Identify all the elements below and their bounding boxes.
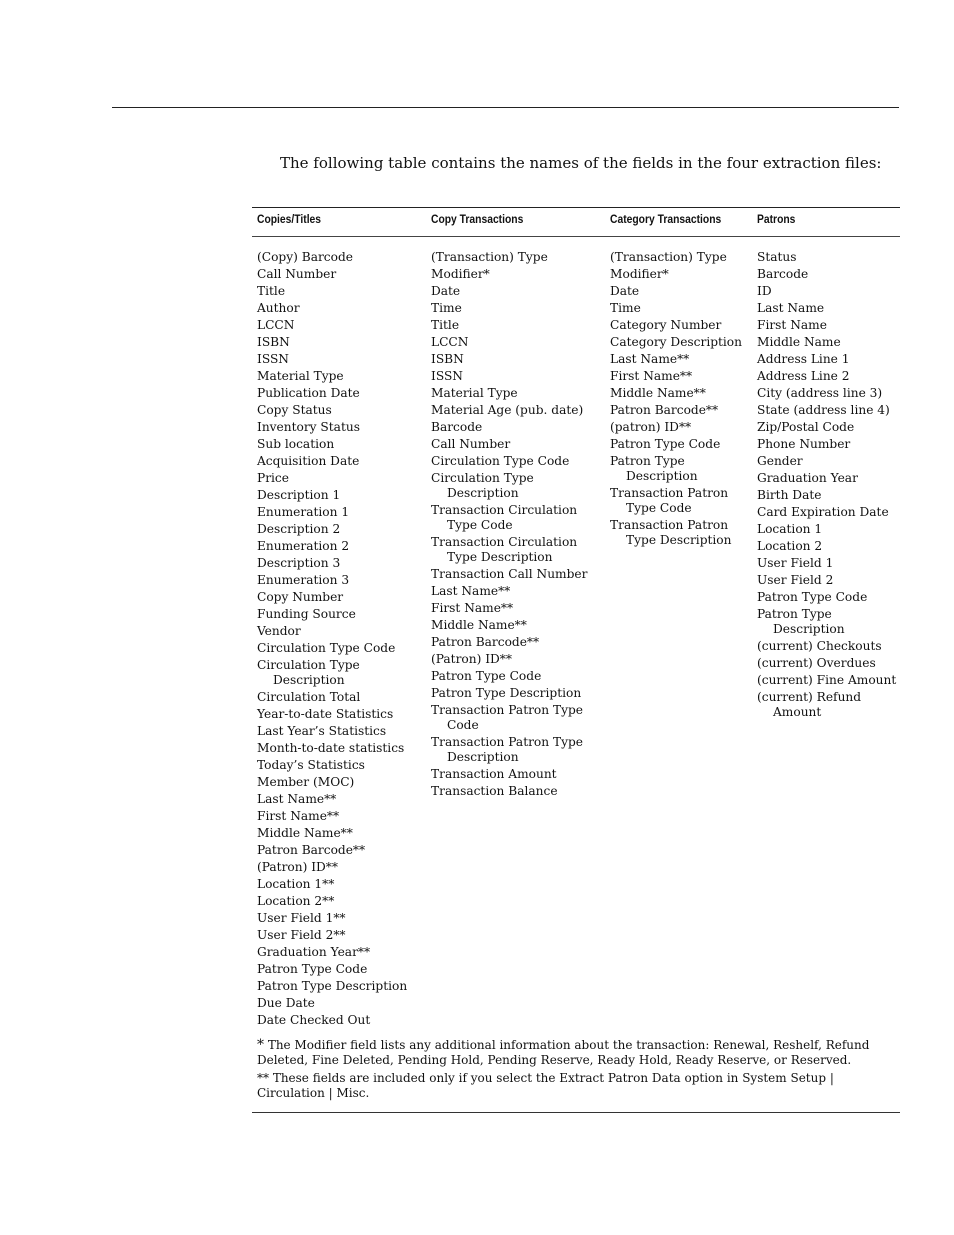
field-name: Copy Status [257,403,332,417]
field-name: Middle Name** [257,826,353,840]
fields-table [252,207,900,1113]
field-name: Location 1 [757,522,823,536]
field-name: Last Year’s Statistics [257,724,387,738]
field-name: Due Date [257,996,315,1010]
field-name: Location 1** [257,877,335,891]
field-name: Category Number [610,318,722,332]
field-name: Material Type [257,369,344,383]
field-name: User Field 2** [257,928,346,942]
field-name: Enumeration 3 [257,573,350,587]
field-name: Circulation Type Code [431,454,570,468]
field-name: Patron Type Description [757,607,845,636]
field-name: Enumeration 1 [257,505,350,519]
column-copy-transactions [431,250,606,801]
field-name: (current) Fine Amount [757,673,897,687]
field-name: Modifier* [431,267,490,281]
footnotes [252,1027,900,1113]
field-name: (current) Checkouts [757,639,882,653]
field-name: Last Name** [431,584,511,598]
field-name: (Transaction) Type [431,250,548,264]
field-name: Patron Type Code [257,962,368,976]
footnote-modifier-text: The Modifier field lists any additional information about the transaction: Renewal, Reshelf, Refund Deleted, Fine Deleted, Pending Hold, Pending Reserve, Ready Hold, Ready Reserve, or Reserved. [257,1038,870,1067]
field-name: Patron Type Description [610,454,698,483]
field-name: Copy Number [257,590,344,604]
field-name: (current) Overdues [757,656,876,670]
field-name: Patron Type Description [431,686,582,700]
field-name: Category Description [610,335,742,349]
header-patrons: Patrons [757,212,796,226]
field-name: Location 2** [257,894,335,908]
field-name: Birth Date [757,488,822,502]
field-name: Title [431,318,460,332]
field-name: Transaction Patron Type Description [431,735,584,764]
field-name: Transaction Amount [431,767,557,781]
field-name: Date [431,284,461,298]
field-name: Transaction Patron Type Code [431,703,584,732]
field-name: Location 2 [757,539,823,553]
field-name: User Field 1** [257,911,346,925]
table-header-row [252,207,900,237]
field-name: Sub location [257,437,335,451]
field-name: Transaction Circulation Type Code [431,503,578,532]
field-name: Address Line 2 [757,369,850,383]
column-copies-titles [257,250,427,1030]
field-name: Member (MOC) [257,775,355,789]
field-name: Phone Number [757,437,851,451]
field-name: Gender [757,454,803,468]
field-name: First Name** [610,369,693,383]
field-name: ISBN [257,335,290,349]
field-name: Modifier* [610,267,669,281]
field-name: Year-to-date Statistics [257,707,394,721]
field-name: User Field 1 [757,556,834,570]
field-name: Patron Barcode** [431,635,540,649]
field-name: Call Number [257,267,337,281]
field-name: Acquisition Date [257,454,360,468]
field-name: (patron) ID** [610,420,692,434]
field-name: Author [257,301,300,315]
field-name: Zip/Postal Code [757,420,855,434]
field-name: Enumeration 2 [257,539,350,553]
field-name: Barcode [757,267,809,281]
field-name: Material Type [431,386,518,400]
field-name: LCCN [257,318,295,332]
column-patrons [757,250,900,722]
header-category-transactions: Category Transactions [610,212,722,226]
field-name: Patron Type Code [610,437,721,451]
field-name: Middle Name [757,335,841,349]
field-name: Date [610,284,640,298]
field-name: First Name** [257,809,340,823]
field-name: Patron Type Code [431,669,542,683]
field-name: Last Name** [257,792,337,806]
field-name: Vendor [257,624,301,638]
field-name: Call Number [431,437,511,451]
field-name: (Transaction) Type [610,250,727,264]
field-name: Circulation Type Code [257,641,396,655]
field-name: Price [257,471,289,485]
field-name: Barcode [431,420,483,434]
top-rule [112,107,899,108]
field-name: (Patron) ID** [431,652,512,666]
header-copy-transactions: Copy Transactions [431,212,524,226]
footnote-patron-data: ** These fields are included only if you select the Extract Patron Data option in System Setup | Circulation | Misc. [257,1071,834,1100]
field-name: LCCN [431,335,469,349]
field-name: Title [257,284,286,298]
field-name: Last Name** [610,352,690,366]
field-name: (current) Refund Amount [757,690,862,719]
field-name: State (address line 4) [757,403,890,417]
field-name: Circulation Total [257,690,361,704]
field-name: Transaction Call Number [431,567,588,581]
footnote-modifier [257,1038,895,1068]
header-copies-titles: Copies/Titles [257,212,322,226]
field-name: Transaction Circulation Type Description [431,535,578,564]
field-name: First Name [757,318,827,332]
field-name: Last Name [757,301,825,315]
field-name: Circulation Type Description [431,471,534,500]
field-name: User Field 2 [757,573,834,587]
column-category-transactions [610,250,753,550]
field-name: Time [610,301,641,315]
field-name: ID [757,284,772,298]
field-name: ISSN [257,352,289,366]
field-name: Description 2 [257,522,341,536]
field-name: Today’s Statistics [257,758,365,772]
field-name: Middle Name** [610,386,706,400]
field-name: Publication Date [257,386,360,400]
field-name: Graduation Year** [257,945,371,959]
field-name: Material Age (pub. date) [431,403,584,417]
field-name: Description 1 [257,488,341,502]
field-name: Circulation Type Description [257,658,360,687]
field-name: Month-to-date statistics [257,741,405,755]
field-name: ISSN [431,369,463,383]
field-name: Patron Type Code [757,590,868,604]
field-name: Graduation Year [757,471,858,485]
field-name: Patron Barcode** [610,403,719,417]
field-name: City (address line 3) [757,386,883,400]
field-name: Patron Barcode** [257,843,366,857]
field-name: Transaction Patron Type Code [610,486,729,515]
field-name: Card Expiration Date [757,505,889,519]
field-name: Transaction Balance [431,784,558,798]
footnote-marker: * [257,1037,264,1053]
field-name: Status [757,250,797,264]
field-name: (Copy) Barcode [257,250,353,264]
table-body [252,237,900,1027]
field-name: Time [431,301,462,315]
field-name: Address Line 1 [757,352,850,366]
field-name: Transaction Patron Type Description [610,518,732,547]
field-name: Date Checked Out [257,1013,371,1027]
field-name: (Patron) ID** [257,860,338,874]
field-name: Inventory Status [257,420,360,434]
field-name: First Name** [431,601,514,615]
field-name: Patron Type Description [257,979,408,993]
field-name: Funding Source [257,607,356,621]
field-name: Middle Name** [431,618,527,632]
field-name: Description 3 [257,556,341,570]
intro-paragraph: The following table contains the names of the fields in the four extraction files: [280,154,882,172]
field-name: ISBN [431,352,464,366]
